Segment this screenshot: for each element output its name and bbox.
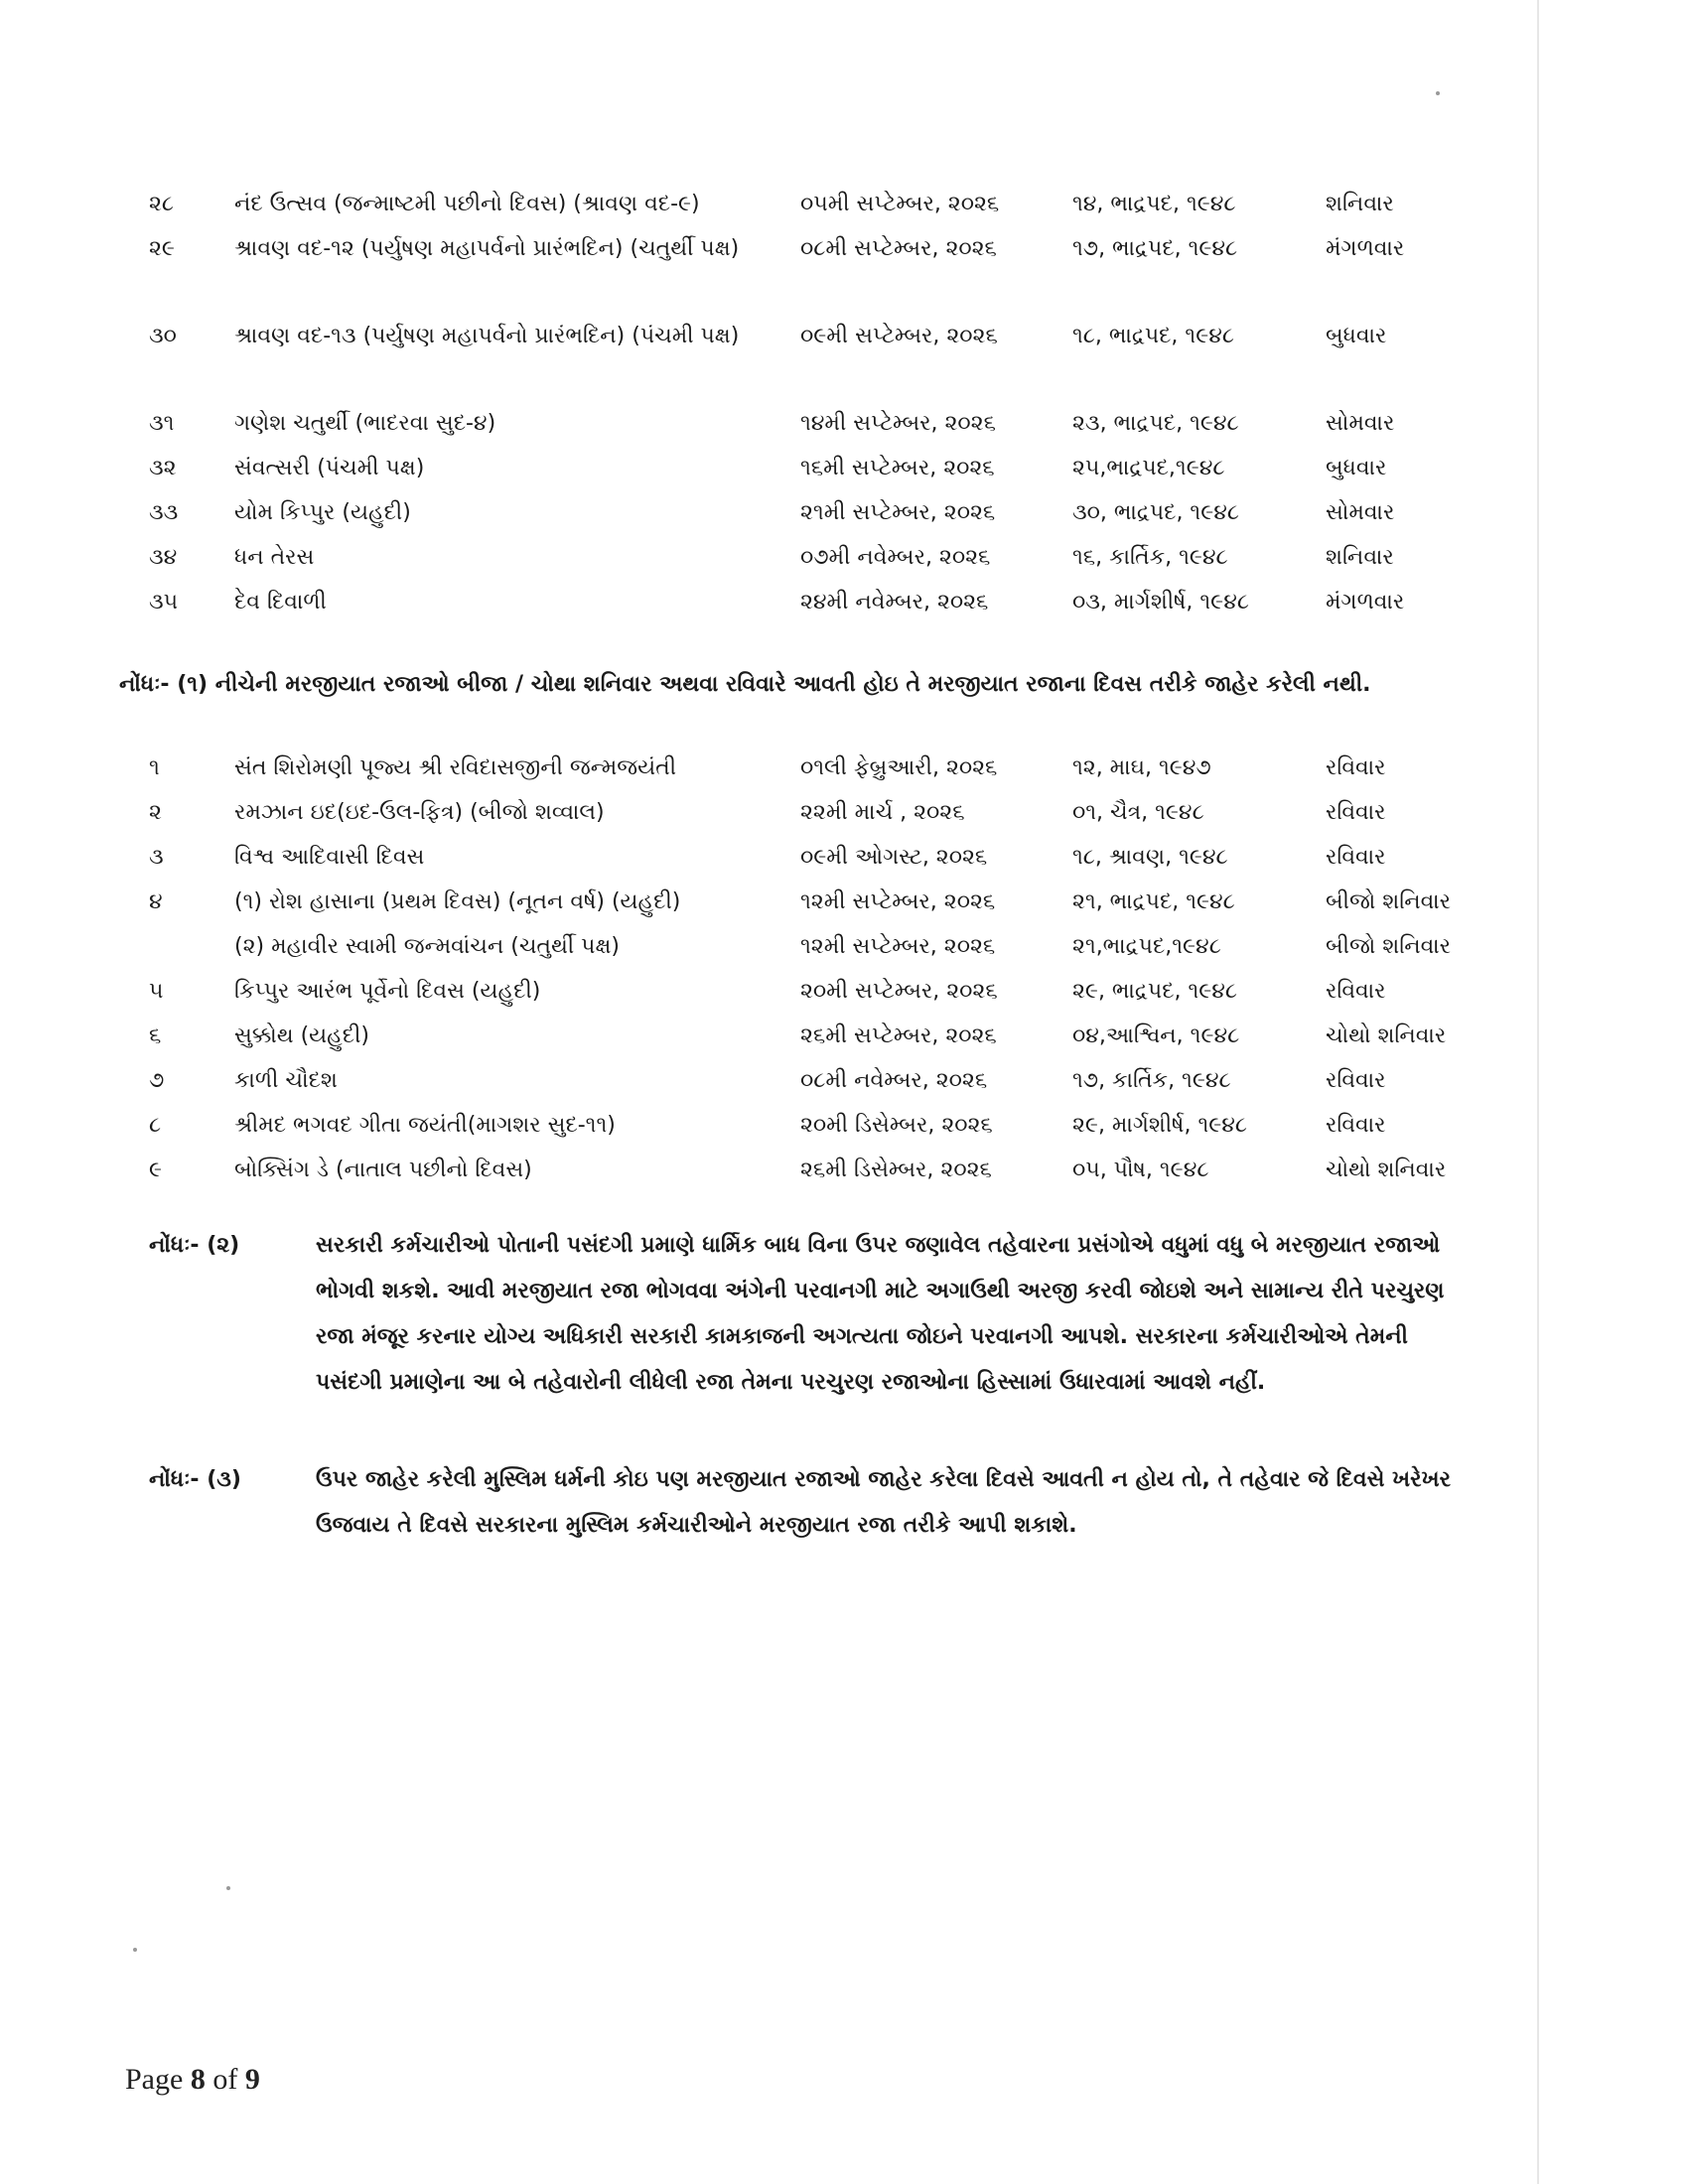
weekday: રવિવાર <box>1326 800 1386 825</box>
page-number-prefix: Page <box>125 2063 191 2096</box>
holiday-name: નંદ ઉત્સવ (જન્માષ્ટમી પછીનો દિવસ) (શ્રાવણ વદ-૯) <box>234 192 700 216</box>
holiday-name: શ્રાવણ વદ-૧૩ (પર્યુષણ મહાપર્વનો પ્રારંભદિન) (પંચમી પક્ષ) <box>234 324 740 348</box>
note-2-text: સરકારી કર્મચારીઓ પોતાની પસંદગી પ્રમાણે ધાર્મિક બાધ વિના ઉપર જણાવેલ તહેવારના પ્રસંગોએ વધુમાં વધુ બે મરજીયાત રજાઓ ભોગવી શકશે. આવી મરજીયાત રજા ભોગવવા અંગેની પરવાનગી માટે અગાઉથી અરજી કરવી જોઇશે અને સામાન્ય રીતે પરચુરણ રજા મંજૂર કરનાર યોગ્ય અધિકારી સરકારી કામકાજની અગત્યતા જોઇને પરવાનગી આપશે. સરકારના કર્મચારીઓએ તેમની પસંદગી પ્રમાણેના આ બે તહેવારોની લીધેલી રજા તેમના પરચુરણ રજાઓના હિસ્સામાં ઉધારવામાં આવશે નહીં. <box>316 1233 1445 1395</box>
scan-speck <box>133 1948 137 1952</box>
table-row <box>149 925 1460 970</box>
row-number: ૩૫ <box>149 590 179 614</box>
note-1: નોંધઃ- (૧) નીચેની મરજીયાત રજાઓ બીજા / ચોથા શનિવાર અથવા રવિવારે આવતી હોઇ તે મરજીયાત રજાના દિવસ તરીકે જાહેર કરેલી નથી. <box>119 672 1371 697</box>
weekday: સોમવાર <box>1326 500 1395 525</box>
table-row <box>149 791 1460 836</box>
saka-date: ૦૪,આશ્વિન, ૧૯૪૮ <box>1072 1024 1240 1048</box>
holiday-table-main <box>149 183 1460 625</box>
holiday-name: સુક્કોથ (યહુદી) <box>234 1024 369 1048</box>
note-2 <box>149 1223 1470 1412</box>
page-number-middle: of <box>205 2063 245 2096</box>
row-number: ૧ <box>149 755 160 780</box>
table-row <box>149 1059 1460 1104</box>
holiday-date: ૧૨મી સપ્ટેમ્બર, ૨૦૨૬ <box>800 934 996 959</box>
holiday-date: ૦૭મી નવેમ્બર, ૨૦૨૬ <box>800 545 991 570</box>
saka-date: ૦૧, ચૈત્ર, ૧૯૪૮ <box>1072 800 1204 825</box>
table-row <box>149 402 1460 447</box>
table-row <box>149 970 1460 1015</box>
row-number: ૯ <box>149 1158 163 1182</box>
holiday-name: કિપ્પુર આરંભ પૂર્વેનો દિવસ (યહુદી) <box>234 979 541 1004</box>
scan-edge-line <box>1537 0 1539 2184</box>
scan-speck <box>1436 91 1440 95</box>
weekday: રવિવાર <box>1326 845 1386 870</box>
holiday-date: ૨૬મી ડિસેમ્બર, ૨૦૨૬ <box>800 1158 992 1182</box>
weekday: શનિવાર <box>1326 545 1394 570</box>
row-number: ૪ <box>149 889 163 914</box>
row-number: ૨ <box>149 800 162 825</box>
saka-date: ૧૪, ભાદ્રપદ, ૧૯૪૮ <box>1072 192 1236 216</box>
holiday-date: ૦૯મી ઓગસ્ટ, ૨૦૨૬ <box>800 845 988 870</box>
weekday: મંગળવાર <box>1326 590 1405 614</box>
saka-date: ૧૭, કાર્તિક, ૧૯૪૮ <box>1072 1068 1231 1093</box>
weekday: રવિવાર <box>1326 755 1386 780</box>
table-row <box>149 1015 1460 1059</box>
saka-date: ૦૫, પૌષ, ૧૯૪૮ <box>1072 1158 1209 1182</box>
row-number: ૨૯ <box>149 236 175 261</box>
holiday-date: ૦૮મી નવેમ્બર, ૨૦૨૬ <box>800 1068 988 1093</box>
weekday: બુધવાર <box>1326 324 1387 348</box>
page-number-total: 9 <box>244 2063 260 2096</box>
table-row <box>149 581 1460 625</box>
note-2-label: નોંધઃ- (૨) <box>149 1233 240 1258</box>
optional-holiday-table <box>149 747 1460 1193</box>
row-number: ૩૪ <box>149 545 178 570</box>
weekday: બીજો શનિવાર <box>1326 934 1452 959</box>
weekday: શનિવાર <box>1326 192 1394 216</box>
table-row <box>149 836 1460 881</box>
saka-date: ૩૦, ભાદ્રપદ, ૧૯૪૮ <box>1072 500 1239 525</box>
holiday-name: કાળી ચૌદશ <box>234 1068 338 1093</box>
holiday-name: શ્રાવણ વદ-૧૨ (પર્યુષણ મહાપર્વનો પ્રારંભદિન) (ચતુર્થી પક્ષ) <box>234 236 740 261</box>
saka-date: ૧૭, ભાદ્રપદ, ૧૯૪૮ <box>1072 236 1238 261</box>
holiday-date: ૨૪મી નવેમ્બર, ૨૦૨૬ <box>800 590 989 614</box>
holiday-date: ૨૦મી ડિસેમ્બર, ૨૦૨૬ <box>800 1113 993 1138</box>
row-number: ૩૨ <box>149 456 177 480</box>
table-row <box>149 881 1460 925</box>
weekday: બુધવાર <box>1326 456 1387 480</box>
weekday: રવિવાર <box>1326 979 1386 1004</box>
holiday-name: ધન તેરસ <box>234 545 315 570</box>
weekday: બીજો શનિવાર <box>1326 889 1452 914</box>
holiday-date: ૦૮મી સપ્ટેમ્બર, ૨૦૨૬ <box>800 236 997 261</box>
saka-date: ૨૯, માર્ગશીર્ષ, ૧૯૪૮ <box>1072 1113 1247 1138</box>
table-row <box>149 183 1460 227</box>
holiday-date: ૨૦મી સપ્ટેમ્બર, ૨૦૨૬ <box>800 979 998 1004</box>
table-row <box>149 1104 1460 1149</box>
saka-date: ૧૬, કાર્તિક, ૧૯૪૮ <box>1072 545 1228 570</box>
holiday-name: (૧) રોશ હાસાના (પ્રથમ દિવસ) (નૂતન વર્ષ) (યહુદી) <box>234 889 681 914</box>
saka-date: ૨૯, ભાદ્રપદ, ૧૯૪૮ <box>1072 979 1238 1004</box>
saka-date: ૧૮, શ્રાવણ, ૧૯૪૮ <box>1072 845 1228 870</box>
holiday-date: ૨૨મી માર્ચ , ૨૦૨૬ <box>800 800 965 825</box>
table-row <box>149 491 1460 536</box>
holiday-name: બોક્સિંગ ડે (નાતાલ પછીનો દિવસ) <box>234 1158 532 1182</box>
holiday-name: દેવ દિવાળી <box>234 590 327 614</box>
holiday-name: સંત શિરોમણી પૂજ્ય શ્રી રવિદાસજીની જન્મજયંતી <box>234 755 677 780</box>
holiday-date: ૦૯મી સપ્ટેમ્બર, ૨૦૨૬ <box>800 324 998 348</box>
scan-speck <box>226 1886 230 1890</box>
row-number: ૩૦ <box>149 324 177 348</box>
weekday: મંગળવાર <box>1326 236 1405 261</box>
table-row <box>149 747 1460 791</box>
row-number: ૫ <box>149 979 164 1004</box>
page-number-current: 8 <box>190 2063 206 2096</box>
table-row <box>149 315 1460 402</box>
note-3-label: નોંધઃ- (૩) <box>149 1467 241 1492</box>
holiday-date: ૧૬મી સપ્ટેમ્બર, ૨૦૨૬ <box>800 456 995 480</box>
holiday-date: ૦૧લી ફેબ્રુઆરી, ૨૦૨૬ <box>800 755 998 780</box>
saka-date: ૦૩, માર્ગશીર્ષ, ૧૯૪૮ <box>1072 590 1249 614</box>
row-number: ૩૧ <box>149 411 175 436</box>
holiday-date: ૨૬મી સપ્ટેમ્બર, ૨૦૨૬ <box>800 1024 997 1048</box>
page-number <box>125 2063 260 2097</box>
holiday-date: ૨૧મી સપ્ટેમ્બર, ૨૦૨૬ <box>800 500 996 525</box>
row-number: ૮ <box>149 1113 162 1138</box>
row-number: ૬ <box>149 1024 162 1048</box>
holiday-name: ગણેશ ચતુર્થી (ભાદરવા સુદ-૪) <box>234 411 496 436</box>
weekday: સોમવાર <box>1326 411 1395 436</box>
row-number: ૩ <box>149 845 164 870</box>
weekday: રવિવાર <box>1326 1113 1386 1138</box>
table-row <box>149 536 1460 581</box>
row-number: ૭ <box>149 1068 165 1093</box>
table-row <box>149 1149 1460 1193</box>
saka-date: ૨૧,ભાદ્રપદ,૧૯૪૮ <box>1072 934 1221 959</box>
saka-date: ૧૮, ભાદ્રપદ, ૧૯૪૮ <box>1072 324 1234 348</box>
holiday-date: ૧૨મી સપ્ટેમ્બર, ૨૦૨૬ <box>800 889 996 914</box>
holiday-name: શ્રીમદ ભગવદ ગીતા જયંતી(માગશર સુદ-૧૧) <box>234 1113 616 1138</box>
holiday-date: ૦૫મી સપ્ટેમ્બર, ૨૦૨૬ <box>800 192 1000 216</box>
table-row <box>149 447 1460 491</box>
note-3 <box>149 1457 1470 1557</box>
row-number: ૩૩ <box>149 500 179 525</box>
holiday-name: (૨) મહાવીર સ્વામી જન્મવાંચન (ચતુર્થી પક્ષ) <box>234 934 621 959</box>
table-row <box>149 227 1460 315</box>
holiday-name: યોમ કિપ્પુર (યહુદી) <box>234 500 411 525</box>
saka-date: ૨૧, ભાદ્રપદ, ૧૯૪૮ <box>1072 889 1235 914</box>
holiday-name: વિશ્વ આદિવાસી દિવસ <box>234 845 425 870</box>
saka-date: ૨૫,ભાદ્રપદ,૧૯૪૮ <box>1072 456 1225 480</box>
saka-date: ૨૩, ભાદ્રપદ, ૧૯૪૮ <box>1072 411 1239 436</box>
weekday: ચોથો શનિવાર <box>1326 1158 1447 1182</box>
holiday-name: રમઝાન ઇદ(ઇદ-ઉલ-ફિત્ર) (બીજો શવ્વાલ) <box>234 800 605 825</box>
saka-date: ૧૨, માઘ, ૧૯૪૭ <box>1072 755 1211 780</box>
row-number: ૨૮ <box>149 192 175 216</box>
weekday: ચોથો શનિવાર <box>1326 1024 1447 1048</box>
holiday-date: ૧૪મી સપ્ટેમ્બર, ૨૦૨૬ <box>800 411 996 436</box>
note-3-text: ઉપર જાહેર કરેલી મુસ્લિમ ધર્મની કોઇ પણ મરજીયાત રજાઓ જાહેર કરેલા દિવસે આવતી ન હોય તો, તે તહેવાર જે દિવસે ખરેખર ઉજવાય તે દિવસે સરકારના મુસ્લિમ કર્મચારીઓને મરજીયાત રજા તરીકે આપી શકાશે. <box>316 1467 1451 1538</box>
holiday-name: સંવત્સરી (પંચમી પક્ષ) <box>234 456 425 480</box>
weekday: રવિવાર <box>1326 1068 1386 1093</box>
